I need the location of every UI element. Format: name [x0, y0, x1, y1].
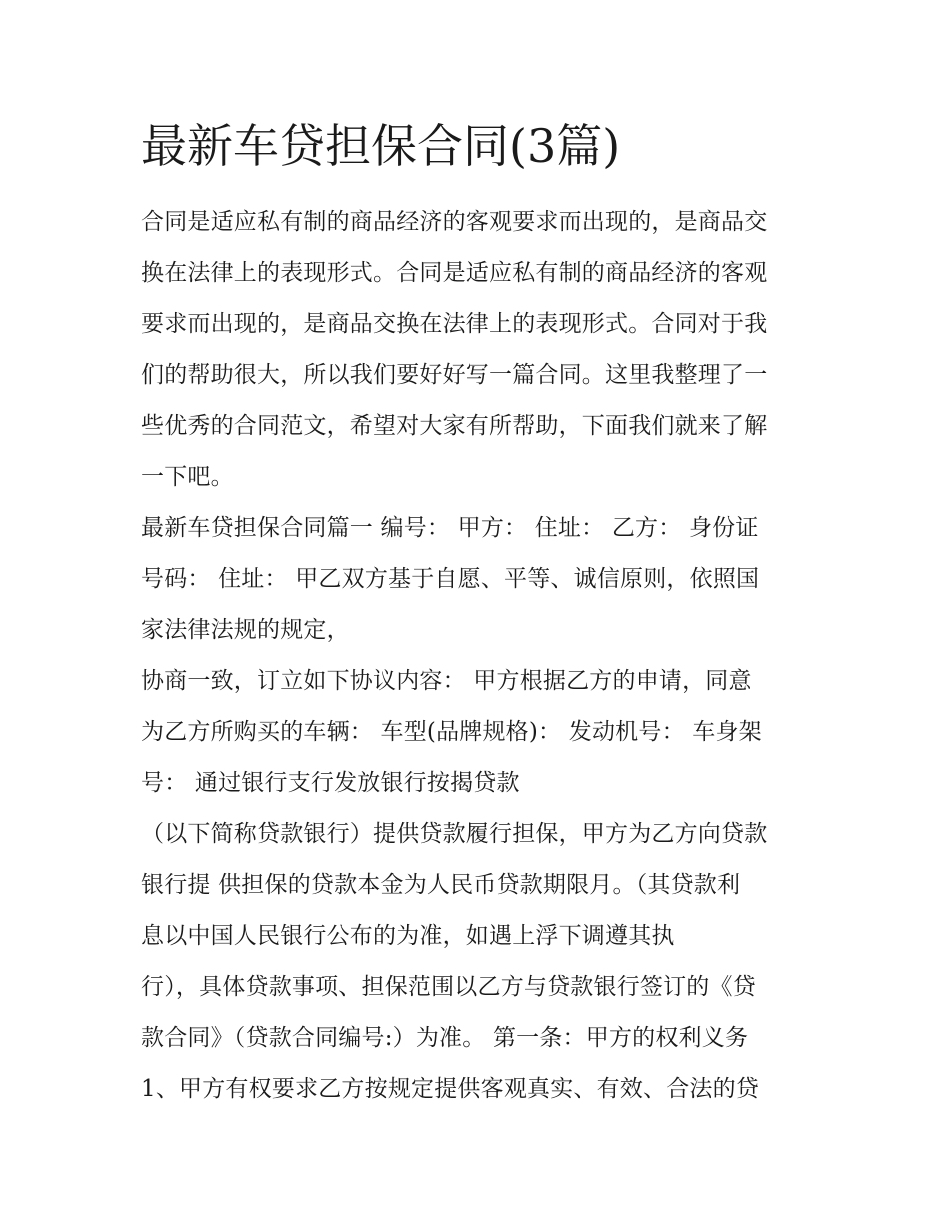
body-line: 协商一致，订立如下协议内容： 甲方根据乙方的申请，同意 [141, 668, 752, 694]
body-line: 银行提 供担保的贷款本金为人民币贷款期限月。（其贷款利 [141, 872, 741, 898]
body-line: 最新车贷担保合同篇一 编号： 甲方： 住址： 乙方： 身份证 [141, 515, 759, 541]
body-line: 号： 通过银行支行发放银行按揭贷款 [141, 770, 520, 796]
body-line: 息以中国人民银行公布的为准，如遇上浮下调遵其执 [141, 923, 675, 949]
body-line: 要求而出现的，是商品交换在法律上的表现形式。合同对于我 [141, 311, 768, 337]
body-line: 一下吧。 [141, 464, 234, 490]
body-line: 家法律法规的规定， [141, 617, 350, 643]
body-line: 为乙方所购买的车辆： 车型(品牌规格)： 发动机号： 车身架 [141, 719, 762, 745]
body-line: 们的帮助很大，所以我们要好好写一篇合同。这里我整理了一 [141, 362, 768, 388]
document-body [141, 197, 813, 1115]
body-line: 款合同》（贷款合同编号:）为准。 第一条：甲方的权利义务 [141, 1025, 749, 1051]
body-line: （以下简称贷款银行）提供贷款履行担保，甲方为乙方向贷款 [141, 821, 768, 847]
body-line: 行），具体贷款事项、担保范围以乙方与贷款银行签订的《贷 [141, 974, 756, 1000]
document-title: 最新车贷担保合同(3篇) [141, 119, 621, 173]
body-line: 换在法律上的表现形式。合同是适应私有制的商品经济的客观 [141, 260, 768, 286]
body-line: 些优秀的合同范文，希望对大家有所帮助，下面我们就来了解 [141, 413, 768, 439]
body-line: 合同是适应私有制的商品经济的客观要求而出现的，是商品交 [141, 209, 768, 235]
body-line: 1、甲方有权要求乙方按规定提供客观真实、有效、合法的贷 [141, 1076, 760, 1102]
body-line: 号码： 住址： 甲乙双方基于自愿、平等、诚信原则，依照国 [141, 566, 760, 592]
